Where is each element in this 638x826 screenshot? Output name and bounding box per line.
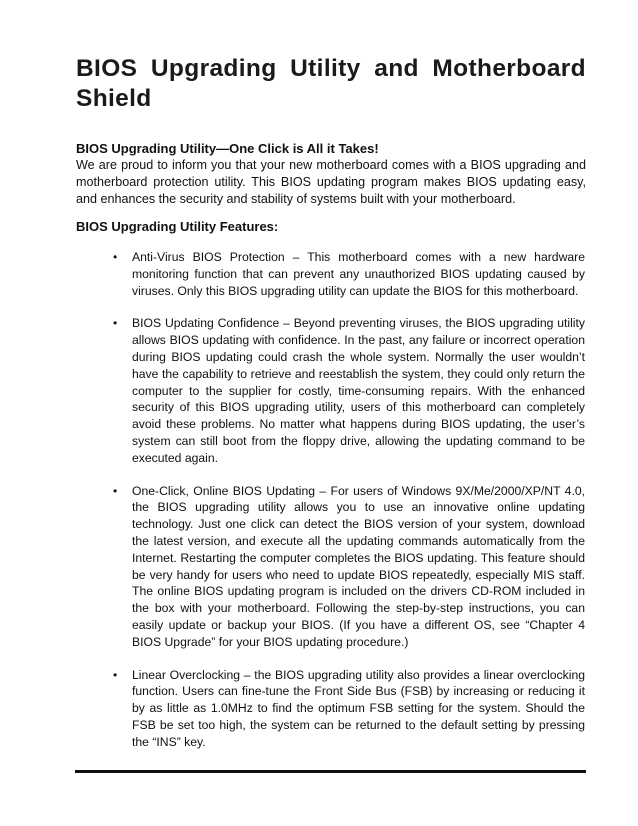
feature-text: Anti-Virus BIOS Protection – This motherboard comes with a new hardware monitoring function that can prevent any unauthorized BIOS updating caused by viruses. Only this BIOS upgrading utility can update the BIOS for this motherboard. [132,250,585,298]
intro-paragraph: We are proud to inform you that your new motherboard comes with a BIOS upgrading and motherboard protection utility. This BIOS updating program makes BIOS updating easy, and enhances the security and stability of systems built with your motherboard. [76,158,586,206]
bullet-icon: • [113,483,118,498]
bullet-icon: • [113,250,118,264]
feature-text: BIOS Updating Confidence – Beyond preventing viruses, the BIOS upgrading utility allows BIOS updating with confidence. In the past, any failure or incorrect operation during BIOS updating could crash the whole system. Normally the user wouldn’t have the capability to retrieve and reestablish the system, they could only return the computer to the supplier for costly, time-consuming repairs. With the enhanced security of this BIOS upgrading utility, users of this motherboard can completely avoid these problems. No matter what happens during BIOS updating, the user’s system can still boot from the floppy drive, allowing the updating command to be executed again. [132,316,585,465]
footer-divider [75,770,586,773]
features-list [113,249,585,767]
bullet-icon: • [113,667,118,682]
intro-section [76,140,586,208]
bullet-icon: • [113,316,118,331]
feature-item-online-updating [113,483,585,651]
feature-text: One-Click, Online BIOS Updating – For users of Windows 9X/Me/2000/XP/NT 4.0, the BIOS upgrading utility allows you to use an innovative online updating technology. Just one click can detect the BIOS version of your system, download the latest version, and execute all the updating commands automatically from the Internet. Restarting the computer completes the BIOS updating. This feature should be very handy for users who need to update BIOS repeatedly, especially MIS staff. The online BIOS updating program is included on the drivers CD-ROM included in the box with your motherboard. Following the step-by-step instructions, you can easily update or backup your BIOS. (If you have a different OS, see “Chapter 4 BIOS Upgrade” for your BIOS updating procedure.) [132,483,585,649]
feature-item-linear-overclocking [113,667,585,751]
feature-item-anti-virus [113,249,585,299]
feature-item-updating-confidence [113,315,585,466]
features-heading: BIOS Upgrading Utility Features: [76,219,279,234]
intro-heading: BIOS Upgrading Utility—One Click is All it Takes! [76,141,379,156]
feature-text: Linear Overclocking – the BIOS upgrading utility also provides a linear overclocking function. Users can fine-tune the Front Side Bus (FSB) by increasing or reducing it by as little as 1.0MHz to find the optimum FSB setting for the system. Should the FSB be set too high, the system can be returned to the default setting by pressing the “INS” key. [132,667,585,749]
page-title: BIOS Upgrading Utility and Motherboard Shield [76,55,586,112]
features-heading-block [76,218,586,235]
